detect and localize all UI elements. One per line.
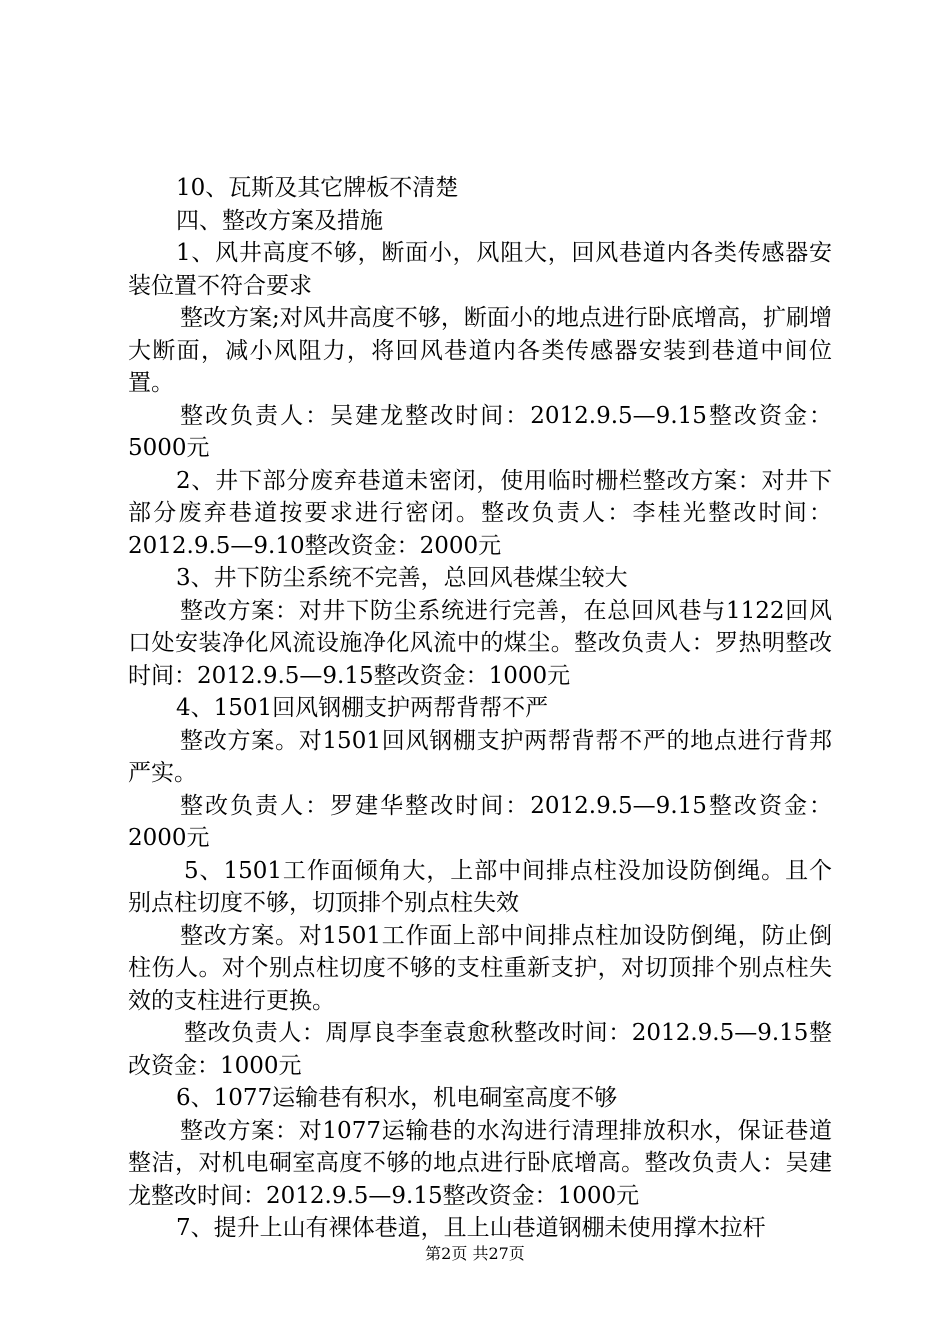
issue-3-plan: 整改方案：对井下防尘系统进行完善，在总回风巷与1122回风口处安装净化风流设施净化风流中的煤尘。整改负责人：罗热明整改时间：2012.9.5—9.15整改资金：1000元 bbox=[128, 597, 832, 689]
issue-4-plan: 整改方案。对1501回风钢棚支护两帮背帮不严的地点进行背邦严实。 bbox=[128, 727, 832, 786]
issue-6-plan: 整改方案：对1077运输巷的水沟进行清理排放积水，保证巷道整洁，对机电硐室高度不够的地点进行卧底增高。整改负责人：吴建龙整改时间：2012.9.5—9.15整改资金：1000元 bbox=[128, 1117, 832, 1209]
issue-5-title: 5、1501工作面倾角大，上部中间排点柱没加设防倒绳。且个别点柱切度不够，切顶排个别点柱失效 bbox=[128, 857, 832, 916]
issue-1-responsible: 整改负责人：吴建龙整改时间：2012.9.5—9.15整改资金：5000元 bbox=[128, 402, 832, 461]
issue-4-title: 4、1501回风钢棚支护两帮背帮不严 bbox=[176, 695, 549, 721]
issue-5-responsible: 整改负责人：周厚良李奎袁愈秋整改时间：2012.9.5—9.15整改资金：1000元 bbox=[128, 1020, 832, 1079]
paragraph-item-10: 10、瓦斯及其它牌板不清楚 bbox=[176, 175, 459, 201]
issue-6-title: 6、1077运输巷有积水，机电硐室高度不够 bbox=[176, 1085, 618, 1111]
issue-7-title: 7、提升上山有裸体巷道，且上山巷道钢棚未使用撑木拉杆 bbox=[176, 1215, 766, 1241]
issue-2-text: 2、井下部分废弃巷道未密闭，使用临时栅栏整改方案：对井下部分废弃巷道按要求进行密闭。整改负责人：李桂光整改时间：2012.9.5—9.10整改资金：2000元 bbox=[128, 467, 832, 559]
issue-5-plan: 整改方案。对1501工作面上部中间排点柱加设防倒绳，防止倒柱伤人。对个别点柱切度不够的支柱重新支护，对切顶排个别点柱失效的支柱进行更换。 bbox=[128, 922, 832, 1014]
issue-1-title: 1、风井高度不够，断面小，风阻大，回风巷道内各类传感器安装位置不符合要求 bbox=[128, 240, 832, 299]
issue-3-title: 3、井下防尘系统不完善，总回风巷煤尘较大 bbox=[176, 565, 628, 591]
issue-4-responsible: 整改负责人：罗建华整改时间：2012.9.5—9.15整改资金：2000元 bbox=[128, 792, 832, 851]
issue-1-plan: 整改方案;对风井高度不够，断面小的地点进行卧底增高，扩刷增大断面，减小风阻力，将回风巷道内各类传感器安装到巷道中间位置。 bbox=[128, 305, 832, 396]
section-heading-4: 四、整改方案及措施 bbox=[176, 207, 383, 234]
document-body bbox=[128, 172, 832, 1245]
page-number-footer: 第2页 共27页 bbox=[425, 1244, 525, 1263]
